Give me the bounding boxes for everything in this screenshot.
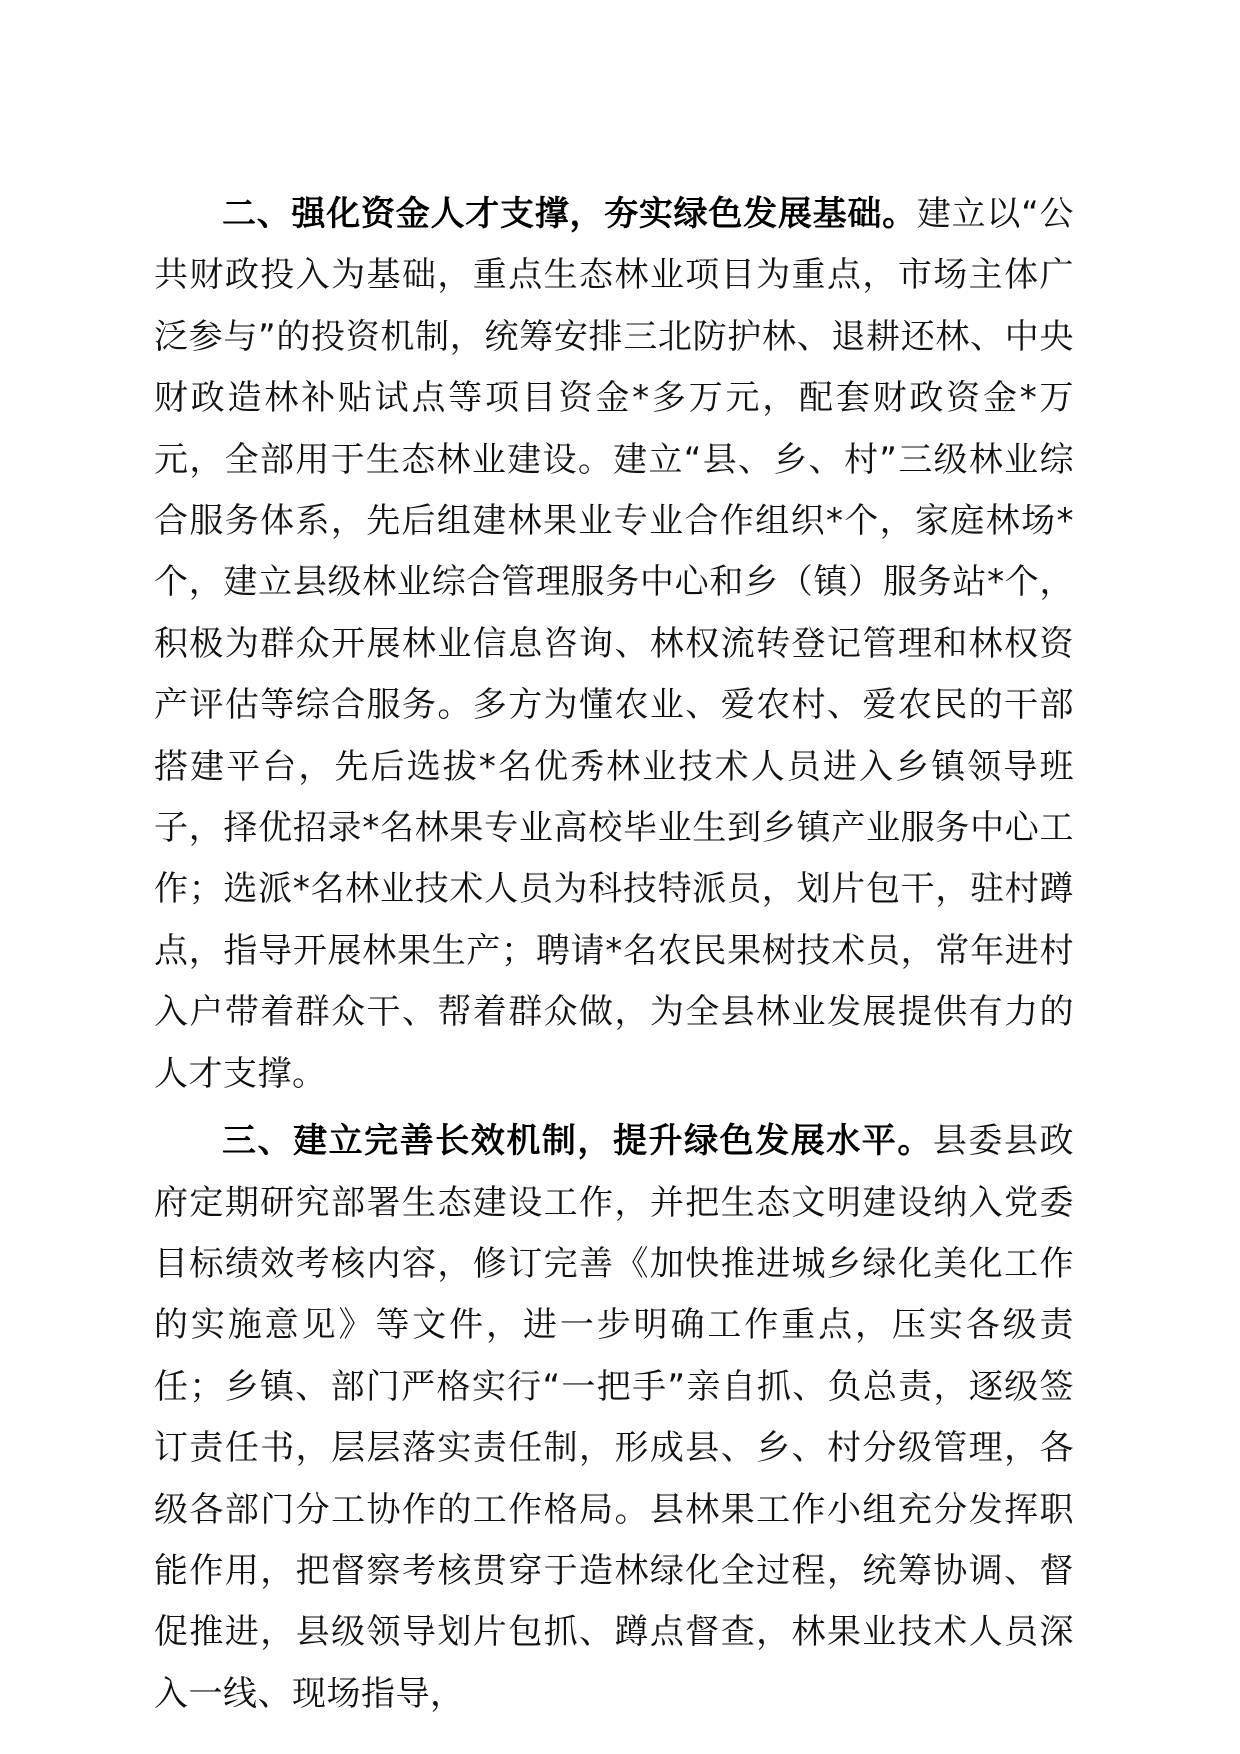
section-heading-2: 二、强化资金人才支撑，夯实绿色发展基础。 [222, 194, 917, 234]
section-body-3: 县委县政府定期研究部署生态建设工作，并把生态文明建设纳入党委目标绩效考核内容，修订完善《加快推进城乡绿化美化工作的实施意见》等文件，进一步明确工作重点，压实各级责任；乡镇、部门严格实行“一把手”亲自抓、负总责，逐级签订责任书，层层落实责任制，形成县、乡、村分级管理，各级各部门分工协作的工作格局。县林果工作小组充分发挥职能作用，把督察考核贯穿于造林绿化全过程，统筹协调、督促推进，县级领导划片包抓、蹲点督查，林果业技术人员深入一线、现场指导， [154, 1121, 1075, 1714]
section-paragraph-2 [154, 184, 1074, 1105]
section-heading-3: 三、建立完善长效机制，提升绿色发展水平。 [222, 1121, 933, 1162]
document-body [154, 184, 1074, 1731]
section-body-2: 建立以“公共财政投入为基础，重点生态林业项目为重点，市场主体广泛参与”的投资机制，统筹安排三北防护林、退耕还林、中央财政造林补贴试点等项目资金*多万元，配套财政资金*万元，全部用于生态林业建设。建立“县、乡、村”三级林业综合服务体系，先后组建林果业专业合作组织*个，家庭林场*个，建立县级林业综合管理服务中心和乡（镇）服务站*个，积极为群众开展林业信息咨询、林权流转登记管理和林权资产评估等综合服务。多方为懂农业、爱农村、爱农民的干部搭建平台，先后选拔*名优秀林业技术人员进入乡镇领导班子，择优招录*名林果专业高校毕业生到乡镇产业服务中心工作；选派*名林业技术人员为科技特派员，划片包干，驻村蹲点，指导开展林果生产；聘请*名农民果树技术员，常年进村入户带着群众干、帮着群众做，为全县林业发展提供有力的人才支撑。 [154, 194, 1074, 1094]
section-paragraph-3 [154, 1111, 1074, 1725]
